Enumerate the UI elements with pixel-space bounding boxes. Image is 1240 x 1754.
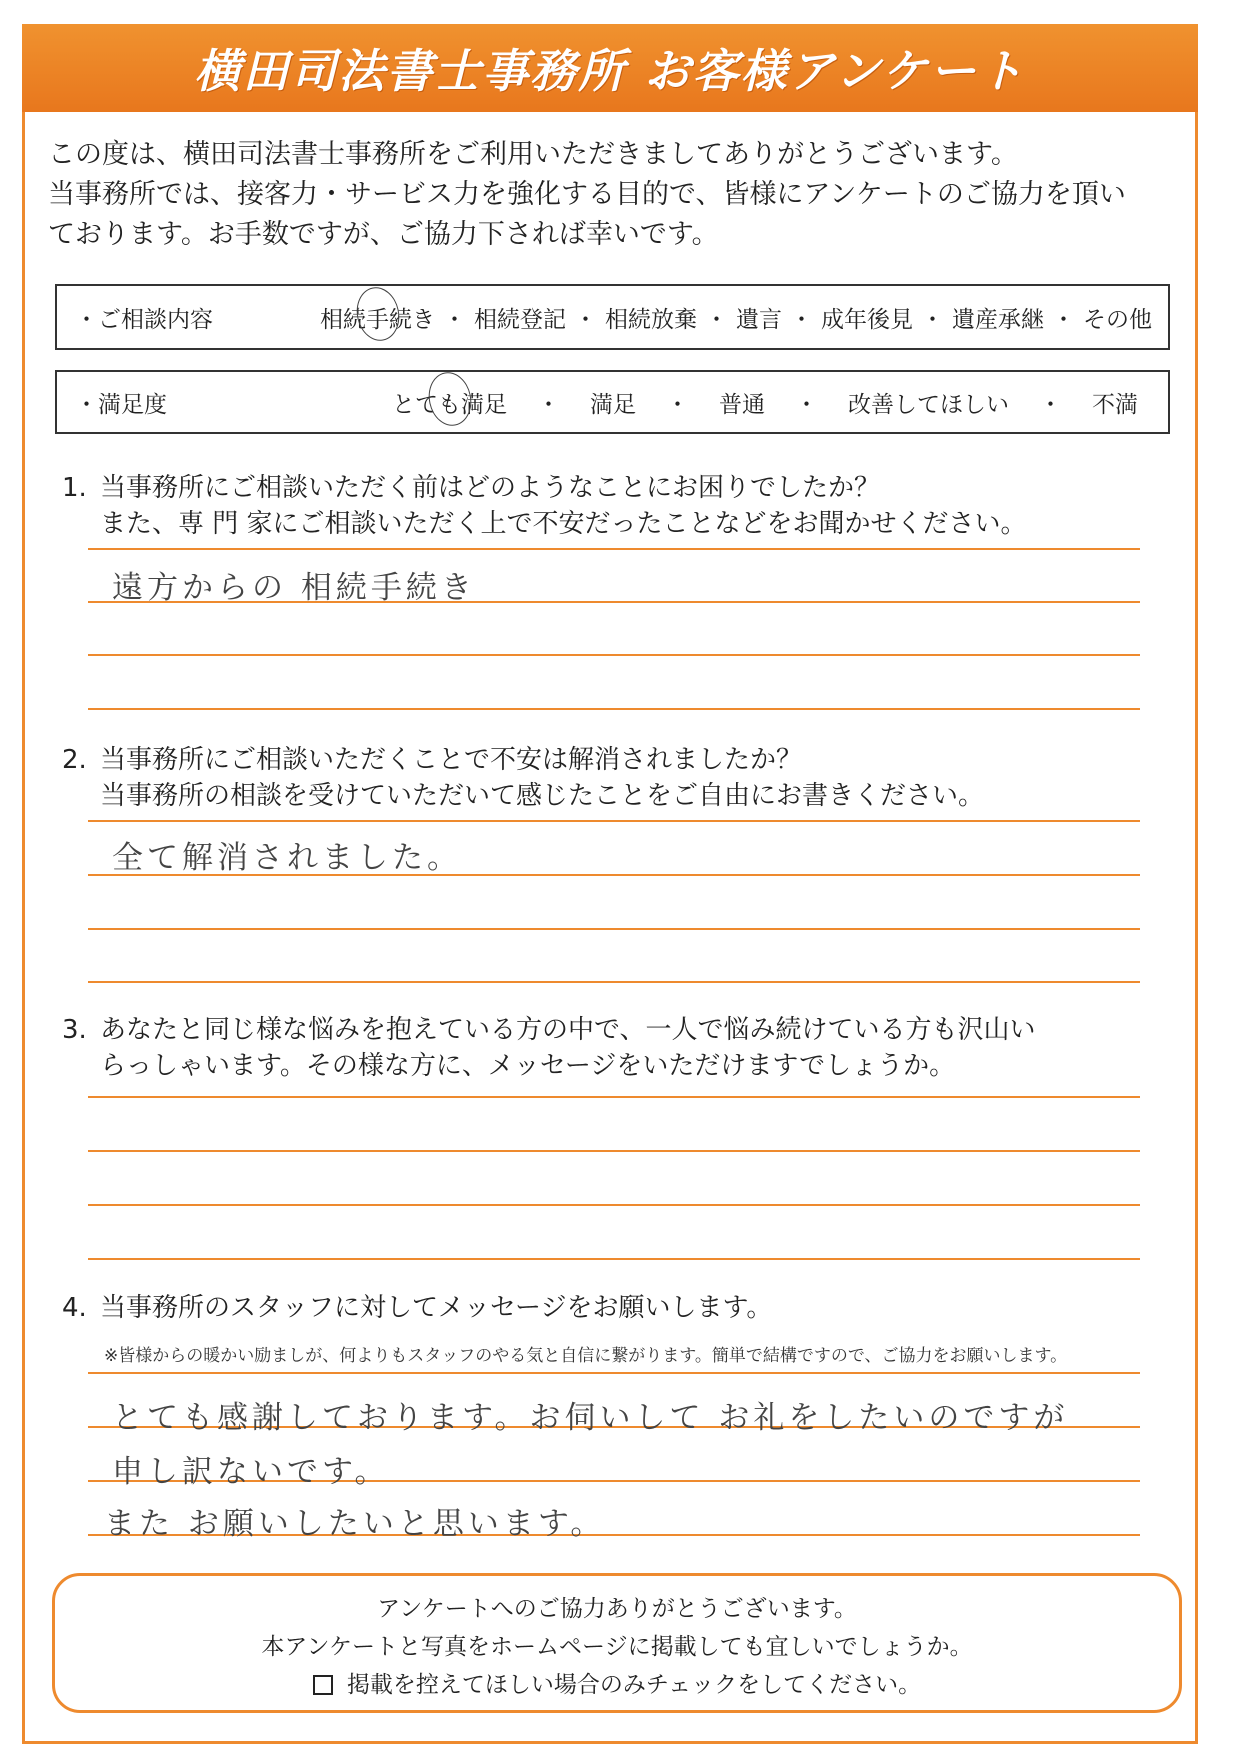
question-number: 4. — [62, 1293, 87, 1323]
question-number: 3. — [62, 1015, 87, 1045]
question-text: らっしゃいます。その様な方に、メッセージをいただけますでしょうか。 — [100, 1051, 956, 1081]
satisfaction-option[interactable]: 改善してほしい — [848, 391, 1009, 418]
intro-text — [48, 135, 1188, 255]
answer-line — [88, 981, 1140, 983]
question-text: 当事務所にご相談いただく前はどのようなことにお困りでしたか？ — [100, 473, 881, 503]
handwritten-answer: また お願いしたいと思います。 — [104, 1506, 606, 1542]
survey-title: 横田司法書士事務所 お客様アンケート — [194, 44, 1026, 98]
answer-line — [88, 1204, 1140, 1206]
consent-thanks: アンケートへのご協力ありがとうございます。 — [377, 1596, 857, 1622]
question-2 — [62, 742, 1182, 814]
handwritten-answer: とても感謝しております。お伺いして お礼をしたいのですが — [112, 1400, 1069, 1436]
separator: ・ — [795, 391, 818, 418]
answer-line — [88, 708, 1140, 710]
satisfaction-options — [392, 386, 1138, 419]
question-text: また、専 門 家にご相談いただく上で不安だったことなどをお聞かせください。 — [100, 509, 1027, 539]
question-number: 2. — [62, 745, 87, 775]
consultation-option[interactable]: 遺言 — [736, 306, 782, 333]
satisfaction-option[interactable]: 満足 — [590, 391, 636, 418]
separator: ・ — [574, 306, 597, 333]
separator: ・ — [537, 391, 560, 418]
intro-line: この度は、横田司法書士事務所をご利用いただきましてありがとうございます。 — [48, 139, 1018, 170]
separator: ・ — [705, 306, 728, 333]
handwritten-answer: 全て解消されました。 — [112, 840, 462, 876]
question-3 — [62, 1012, 1182, 1084]
question-4 — [62, 1290, 1182, 1326]
consent-checkbox-row — [313, 1666, 921, 1704]
separator: ・ — [666, 391, 689, 418]
separator: ・ — [1039, 391, 1062, 418]
consultation-label: ・ご相談内容 — [75, 306, 213, 333]
consultation-option[interactable]: 相続登記 — [474, 306, 566, 333]
question-text: 当事務所のスタッフに対してメッセージをお願いします。 — [100, 1293, 773, 1323]
consent-checkbox-label: 掲載を控えてほしい場合のみチェックをしてください。 — [346, 1672, 922, 1698]
survey-header — [22, 24, 1198, 112]
consultation-option[interactable]: その他 — [1083, 306, 1152, 333]
consent-question: 本アンケートと写真をホームページに掲載しても宜しいでしょうか。 — [261, 1634, 973, 1660]
question-number: 1. — [62, 473, 87, 503]
separator: ・ — [1052, 306, 1075, 333]
consultation-option[interactable]: 成年後見 — [821, 306, 913, 333]
consultation-option-selected[interactable]: 相続手続き — [320, 301, 435, 334]
answer-line — [88, 820, 1140, 822]
question-text: あなたと同じ様な悩みを抱えている方の中で、一人で悩み続けている方も沢山い — [100, 1015, 1036, 1045]
consultation-box — [55, 284, 1170, 350]
satisfaction-box — [55, 370, 1170, 434]
answer-line — [88, 1372, 1140, 1374]
intro-line: ております。お手数ですが、ご協力下されば幸いです。 — [48, 219, 719, 250]
separator: ・ — [790, 306, 813, 333]
satisfaction-option[interactable]: 不満 — [1092, 391, 1138, 418]
question-1 — [62, 470, 1182, 542]
handwritten-answer: 申し訳ないです。 — [112, 1454, 390, 1490]
answer-line — [88, 1258, 1140, 1260]
question-text: 当事務所の相談を受けていただいて感じたことをご自由にお書きください。 — [100, 781, 985, 811]
separator: ・ — [921, 306, 944, 333]
satisfaction-option[interactable]: 普通 — [719, 391, 765, 418]
satisfaction-label: ・満足度 — [75, 391, 167, 418]
answer-line — [88, 548, 1140, 550]
answer-line — [88, 654, 1140, 656]
consultation-option[interactable]: 相続放棄 — [605, 306, 697, 333]
question-note: ※皆様からの暖かい励ましが、何よりもスタッフのやる気と自信に繋がります。簡単で結構ですので、ご協力をお願いします。 — [104, 1346, 1068, 1366]
question-text: 当事務所にご相談いただくことで不安は解消されましたか？ — [100, 745, 803, 775]
consent-checkbox[interactable] — [313, 1675, 333, 1695]
answer-line — [88, 1150, 1140, 1152]
answer-line — [88, 1096, 1140, 1098]
intro-line: 当事務所では、接客力・サービス力を強化する目的で、皆様にアンケートのご協力を頂い — [48, 179, 1126, 210]
handwritten-answer: 遠方からの 相続手続き — [112, 570, 476, 606]
consent-box — [52, 1573, 1182, 1713]
answer-line — [88, 928, 1140, 930]
separator: ・ — [443, 306, 466, 333]
consultation-options — [320, 301, 1152, 334]
satisfaction-option-selected[interactable]: とても満足 — [392, 386, 507, 419]
consultation-option[interactable]: 遺産承継 — [952, 306, 1044, 333]
